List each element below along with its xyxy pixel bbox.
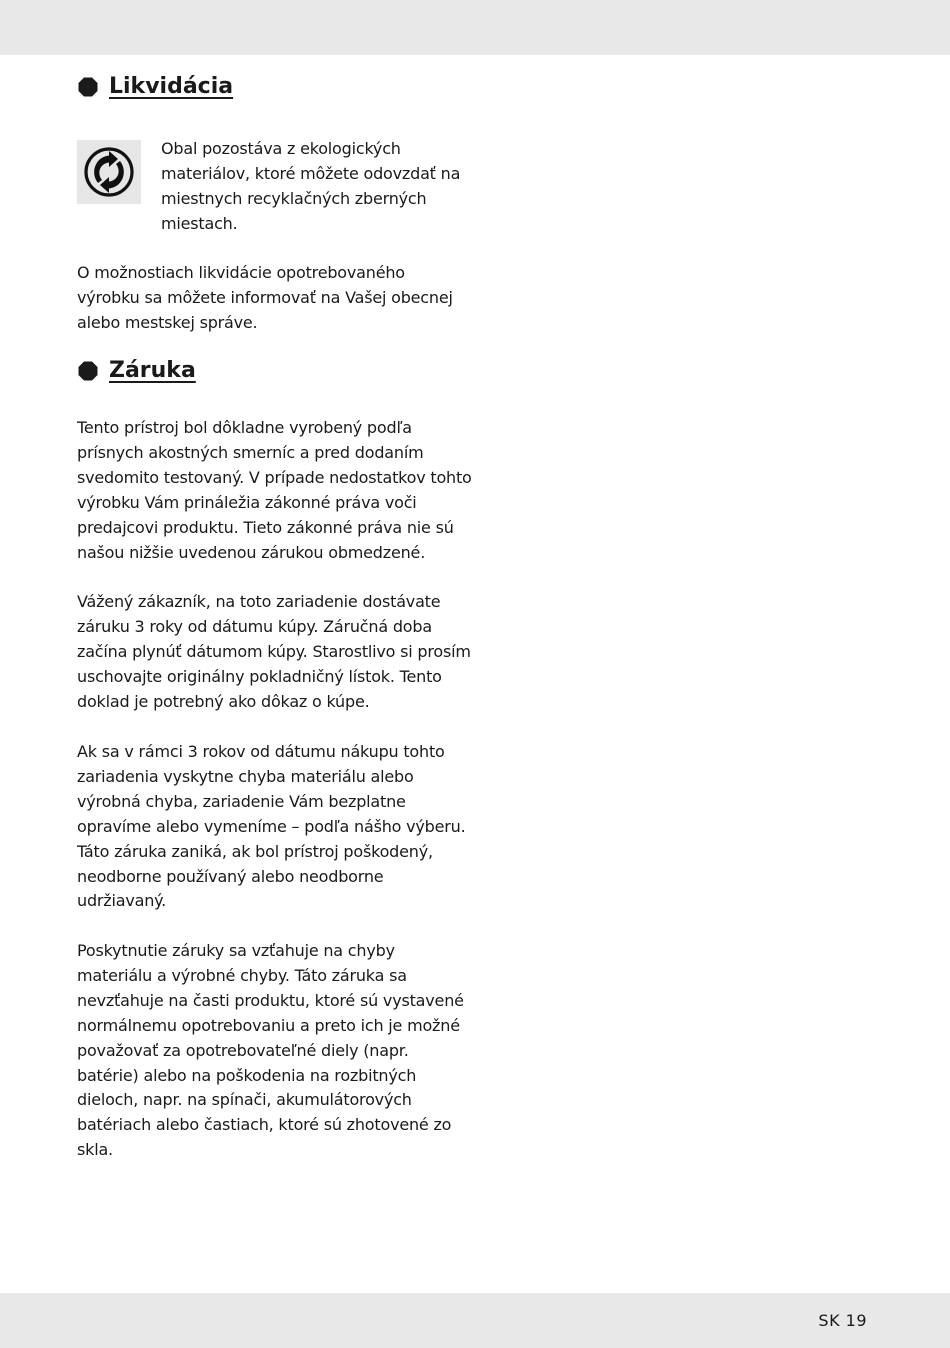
recycling-text: Obal pozostáva z ekologických materiálov, ktoré môžete odovzdať na miestnych recyklačných zberných miestach. bbox=[161, 139, 461, 233]
octagon-bullet-icon bbox=[78, 361, 98, 381]
warranty-heading bbox=[78, 357, 196, 385]
warranty-heading-text: Záruka bbox=[109, 358, 196, 383]
disposal-heading bbox=[78, 73, 233, 101]
warranty-paragraph-2: Vážený zákazník, na toto zariadenie dostávate záruku 3 roky od dátumu kúpy. Záručná doba začína plynúť dátumom kúpy. Starostlivo si prosím uschovajte originálny pokladničný lístok. Tento doklad je potrebný ako dôkaz o kúpe. bbox=[77, 592, 471, 711]
recycling-symbol bbox=[77, 140, 141, 204]
warranty-paragraph-3: Ak sa v rámci 3 rokov od dátumu nákupu tohto zariadenia vyskytne chyba materiálu alebo výrobná chyba, zariadenie Vám bezplatne opravíme alebo vymeníme – podľa nášho výberu. Táto záruka zaniká, ak bol prístroj poškodený, neodborne používaný alebo neodborne udržiavaný. bbox=[77, 742, 466, 911]
disposal-heading-text: Likvidácia bbox=[109, 74, 234, 99]
warranty-paragraph-4: Poskytnutie záruky sa vzťahuje na chyby materiálu a výrobné chyby. Táto záruka sa nevzťahuje na časti produktu, ktoré sú vystavené normálnemu opotrebovaniu a preto ich je možné považovať za opotrebovateľné diely (napr. batérie) alebo na poškodenia na rozbitných dieloch, napr. na spínači, akumulátorových batériach alebo častiach, ktoré sú zhotovené zo skla. bbox=[77, 941, 464, 1160]
disposal-info-paragraph: O možnostiach likvidácie opotrebovaného výrobku sa môžete informovať na Vašej obecnej alebo mestskej správe. bbox=[77, 263, 453, 332]
page-number: SK 19 bbox=[818, 1311, 867, 1330]
header-band bbox=[0, 0, 950, 55]
warranty-paragraph-1: Tento prístroj bol dôkladne vyrobený podľa prísnych akostných smerníc a pred dodaním svedomito testovaný. V prípade nedostatkov tohto výrobku Vám prináležia zákonné práva voči predajcovi produktu. Tieto zákonné práva nie sú našou nižšie uvedenou zárukou obmedzené. bbox=[77, 418, 472, 562]
green-dot-recycling-icon bbox=[77, 140, 141, 204]
footer-band bbox=[0, 1293, 950, 1348]
octagon-bullet-icon bbox=[78, 77, 98, 97]
